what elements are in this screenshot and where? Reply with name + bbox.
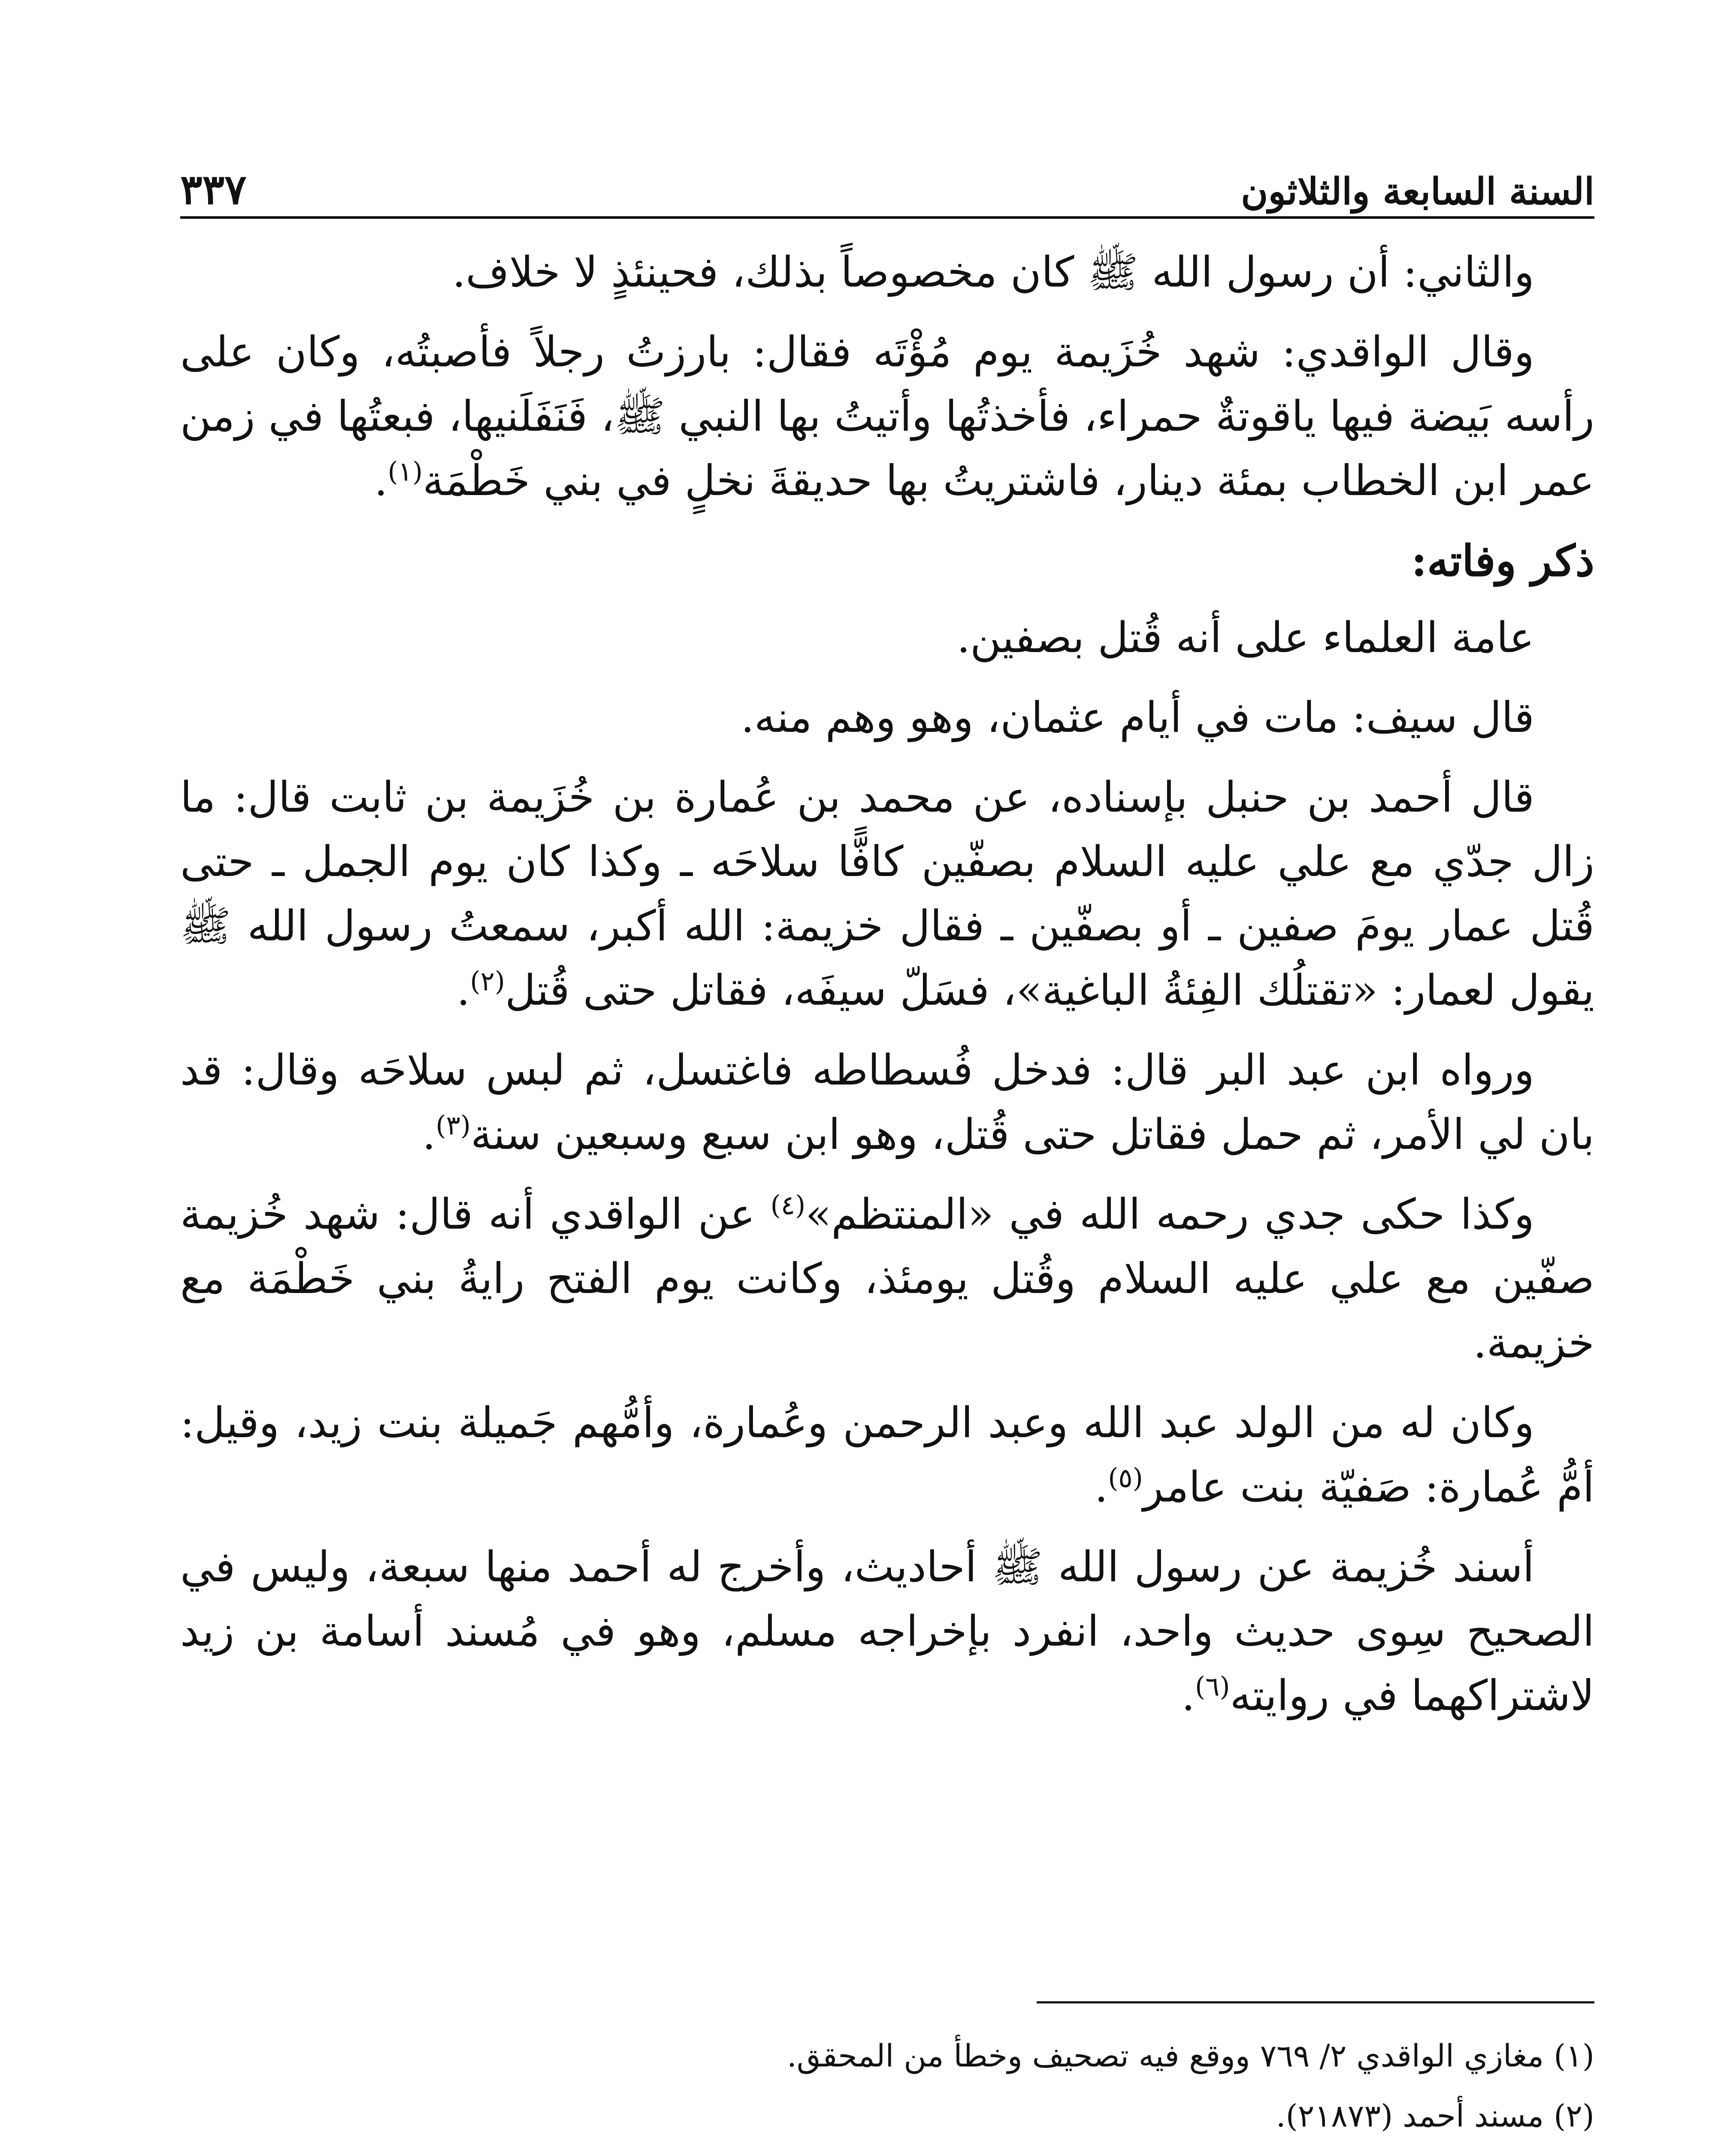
footnote-2: (٢) مسند أحمد (٢١٨٧٣). <box>1276 2098 1594 2134</box>
main-text <box>180 240 1594 1743</box>
paragraph-7: وكذا حكى جدي رحمه الله في «المنتظم»$^{(٤)}$ عن الواقدي أنه قال: شهد خُزيمة صفّين مع علي عليه السلام وقُتل يومئذ، وكانت يوم الفتح رايةُ بني خَطْمَة مع خزيمة. <box>180 1189 1594 1368</box>
footnote-divider <box>1037 2001 1594 2003</box>
paragraph-1: والثاني: أن رسول الله ﷺ كان مخصوصاً بذلك، فحينئذٍ لا خلاف. <box>452 248 1534 297</box>
footnote-marker-5: (٥) <box>1108 1462 1143 1494</box>
running-header <box>180 142 1594 219</box>
footnotes <box>180 2029 1594 2145</box>
paragraph-9: أسند خُزيمة عن رسول الله ﷺ أحاديث، وأخرج له أحمد منها سبعة، وليس في الصحيح سِوى حديث واحد، انفرد بإخراجه مسلم، وهو في مُسند أسامة بن زيد لاشتراكهما في روايته$^{(٦)}$. <box>180 1543 1594 1720</box>
footnote-marker-4: (٤) <box>770 1189 806 1221</box>
paragraph-2: وقال الواقدي: شهد خُزَيمة يوم مُؤْتَه فقال: بارزتُ رجلاً فأصبتُه، وكان على رأسه بَيضة فيها ياقوتةٌ حمراء، فأخذتُها وأتيتُ بها النبي ﷺ، فَنَفَلَنيها، فبعتُها في زمن عمر ابن الخطاب بمئة دينار، فاشتريتُ بها حديقةَ نخلٍ في بني خَطْمَة$^{(١)}$. <box>180 328 1594 505</box>
section-heading: ذكر وفاته: <box>1411 535 1594 586</box>
paragraph-3: عامة العلماء على أنه قُتل بصفين. <box>957 613 1534 662</box>
paragraph-4: قال سيف: مات في أيام عثمان، وهو وهم منه. <box>741 693 1534 742</box>
footnote-marker-6: (٦) <box>1195 1671 1230 1702</box>
running-title: السنة السابعة والثلاثون <box>1241 170 1594 213</box>
footnote-marker-1: (١) <box>387 456 423 487</box>
paragraph-5: قال أحمد بن حنبل بإسناده، عن محمد بن عُمارة بن خُزَيمة بن ثابت قال: ما زال جدّي مع علي عليه السلام بصفّين كافًّا سلاحَه ـ وكذا كان يوم الجمل ـ حتى قُتل عمار يومَ صفين ـ أو بصفّين ـ فقال خزيمة: الله أكبر، سمعتُ رسول الله ﷺ يقول لعمار: «تقتلُك الفِئةُ الباغية»، فسَلّ سيفَه، فقاتل حتى قُتل$^{(٢)}$. <box>180 773 1594 1015</box>
paragraph-6: ورواه ابن عبد البر قال: فدخل فُسطاطه فاغتسل، ثم لبس سلاحَه وقال: قد بان لي الأمر، ثم حمل فقاتل حتى قُتل، وهو ابن سبع وسبعين سنة$^{(٣)}$. <box>180 1046 1594 1159</box>
paragraph-8: وكان له من الولد عبد الله وعبد الرحمن وعُمارة، وأمُّهم جَميلة بنت زيد، وقيل: أمُّ عُمارة: صَفيّة بنت عامر$^{(٥)}$. <box>180 1399 1594 1512</box>
footnote-1: (١) مغازي الواقدي ٢/ ٧٦٩ ووقع فيه تصحيف وخطأ من المحقق. <box>786 2038 1594 2074</box>
page-number: ٣٣٧ <box>180 165 247 214</box>
footnote-marker-2: (٢) <box>470 965 505 997</box>
footnote-marker-3: (٣) <box>436 1109 471 1141</box>
